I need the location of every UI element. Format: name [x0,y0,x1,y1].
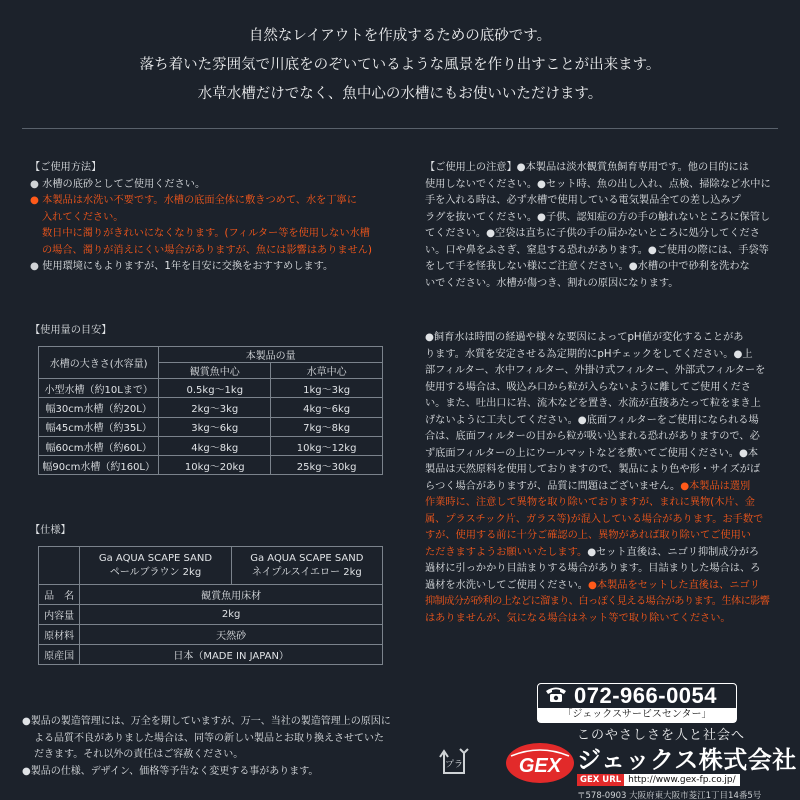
tank-cell: 小型水槽（約10Lまで） [39,379,159,398]
table-row [39,417,383,436]
caution-line: い。また、吐出口に岩、流木などを置き、水流が直接あたって粒をまき上 [425,398,761,409]
phone-row [538,684,736,708]
caution-line: らつく場合がありますが、品質に問題はございません。●本製品は選別 [425,480,751,492]
header-fish: 観賞魚中心 [159,363,271,379]
usage-method-heading: 【ご使用方法】 [30,162,102,173]
caution-section-2 [425,330,780,627]
spec-table [38,546,383,665]
url-tag: GEX URL [577,774,624,786]
spec-product-b [231,547,382,585]
spec-value: 日本（MADE IN JAPAN） [80,645,383,665]
company-url [577,774,740,786]
caution-line: 過材を水洗いしてご使用ください。●本製品をセットした直後は、ニゴリ [425,579,760,591]
footnote-line: だきます。それ以外の責任はご容赦ください。 [34,749,244,760]
spec-value: 2kg [80,605,383,625]
caution-warning-line: 作業時に、注意して異物を取り除いておりますが、まれに異物(木片、金 [425,497,755,508]
caution-line: 使用しないでください。●セット時、魚の出し入れ、点検、掃除など水中に [425,178,771,190]
caution-line: ります。水質を安定させる為定期的にpHチェックをしてください。●上 [425,348,753,360]
footnote-line: ●製品の製造管理には、万全を期していますが、万一、当社の製造管理上の原因に [22,716,391,727]
plant-cell: 1kg〜3kg [271,379,383,398]
caution-line: 過材に引っかかり目詰まりする場合があります。目詰まりした場合は、ろ [425,563,761,574]
spec-label: 原産国 [39,645,80,665]
caution-line: 合は、底面フィルターの目から粒が吸い込まれる恐れがありますので、必 [425,431,760,442]
product-a-name: Ga AQUA SCAPE SAND [98,552,213,564]
usage-amount-heading: 【使用量の目安】 [30,325,112,336]
tank-cell: 幅60cm水槽（約60L） [39,436,159,455]
fish-cell: 4kg〜8kg [159,436,271,455]
phone-icon [544,685,568,707]
table-row [39,605,383,625]
header-product-amount: 本製品の量 [159,347,383,363]
usage-item: ● 水槽の底砂としてご使用ください。 [30,178,206,190]
spec-value: 観賞魚用床材 [80,585,383,605]
table-row [39,585,383,605]
phone-number: 072-966-0054 [574,683,718,708]
caution-line: ●飼育水は時間の経過や様々な要因によってpH値が変化することがあ [425,332,744,343]
spec-product-a [80,547,231,585]
caution-warning-line: はありませんが、気になる場合はネット等で取り除いてください。 [425,612,731,624]
usage-item-important: ● 本製品は水洗い不要です。水槽の底面全体に敷きつめて、水を丁寧に [30,195,357,206]
caution-line: 使用する場合は、吸込み口から粒が入らないように離してご使用くださ [425,381,751,393]
spec-corner-cell [39,547,80,585]
fish-cell: 2kg〜3kg [159,398,271,417]
table-row [39,456,383,475]
footnote-line: ●製品の仕様、デザイン、価格等予告なく変更する事があります。 [22,765,319,777]
table-row [39,625,383,645]
intro-line: 落ち着いた雰囲気で川底をのぞいているような風景を作り出すことが出来ます。 [139,57,661,73]
usage-item-important-cont: 入れてください。 [42,211,124,223]
product-b-color: ネイプルスイエロー 2kg [251,566,362,578]
fish-cell: 10kg〜20kg [159,456,271,475]
gex-logo [505,742,575,784]
fish-cell: 0.5kg〜1kg [159,379,271,398]
recycle-pla-icon [436,743,472,779]
caution-line: をして手を怪我しない様にご注意ください。●水槽の中で砂利を洗わな [425,261,750,272]
tank-cell: 幅45cm水槽（約35L） [39,417,159,436]
product-b-name: Ga AQUA SCAPE SAND [250,552,364,564]
spec-heading: 【仕様】 [30,525,71,536]
intro-line: 水草水槽だけでなく、魚中心の水槽にもお使いいただけます。 [197,86,603,102]
intro-line: 自然なレイアウトを作成するための底砂です。 [248,28,552,44]
caution-line: いでください。水槽が傷つき、割れの原因になります。 [425,277,679,289]
caution-warning-line: 属、プラスチック片、ガラス等)が混入している場合があります。お手数で [425,513,764,525]
svg-text:GEX: GEX [518,755,562,777]
caution-line: げないように工夫してください。●底面フィルターをご使用になられる場 [425,414,759,426]
footnote-line: よる品質不良がありました場合は、同等の新しい製品とお取り換えさせていた [34,732,384,744]
service-center-label: 「ジェックスサービスセンター」 [538,708,736,722]
usage-item-important-cont: 数日中に濁りがきれいになくなります。(フィルター等を使用しない水槽 [42,228,370,239]
spec-label: 原材料 [39,625,80,645]
recycle-label: プラ [444,760,464,770]
spec-label: 内容量 [39,605,80,625]
plant-cell: 7kg〜8kg [271,417,383,436]
tank-cell: 幅30cm水槽（約20L） [39,398,159,417]
caution-line: 部フィルター、水中フィルター、外掛け式フィルター、外部式フィルターを [425,365,766,376]
caution-line: 【ご使用上の注意】●本製品は淡水観賞魚飼育専用です。他の目的には [425,162,749,173]
caution-line: てください。●空袋は直ちに子供の手の届かないところに処分してくださ [425,228,760,239]
plant-cell: 25kg〜30kg [271,456,383,475]
caution-warning-line: 抑制成分が砂利の上などに溜まり、白っぽく見える場合があります。生体に影響 [425,596,770,607]
company-name: ジェックス株式会社 [577,746,797,774]
caution-line: 手を入れる時は、必ず水槽で使用している電気製品全ての差し込みプ [425,195,741,206]
company-block [505,724,800,800]
spec-label: 品 名 [39,585,80,605]
caution-line: ただきますようお願いいたします。●セット直後は、ニゴリ抑制成分がろ [425,546,760,558]
table-row [39,379,383,398]
table-row [39,645,383,665]
contact-box [537,683,737,723]
table-row [39,436,383,455]
caution-line: い。口や鼻をふさぎ、窒息する恐れがあります。●ご使用の際には、手袋等 [425,244,769,256]
caution-line: ず底面フィルターの上にウールマットなどを敷いてご使用ください。●本 [425,447,759,459]
product-a-color: ペールブラウン 2kg [109,566,202,578]
table-row [39,398,383,417]
footnote [22,714,397,780]
plant-cell: 10kg〜12kg [271,436,383,455]
url-text: http://www.gex-fp.co.jp/ [624,774,740,786]
company-tagline: このやさしさを人と社会へ [577,728,746,743]
caution-warning-line: すが、使用する前に十分ご確認の上、異物があれば取り除いてご使用い [425,530,751,541]
usage-item-important-cont: の場合、濁りが消えにくい場合がありますが、魚には影響はありません) [42,244,372,256]
spec-value: 天然砂 [80,625,383,645]
header-plant: 水草中心 [271,363,383,379]
fish-cell: 3kg〜6kg [159,417,271,436]
caution-line: ラグを抜いてください。●子供、認知症の方の手の触れないところに保管し [425,211,771,223]
caution-section [425,160,780,292]
plant-cell: 4kg〜6kg [271,398,383,417]
usage-item: ● 使用環境にもよりますが、1年を目安に交換をおすすめします。 [30,261,334,272]
section-divider [22,128,778,129]
intro-text [0,22,800,109]
usage-amount-table [38,346,383,475]
caution-line: 製品は天然原料を使用しておりますので、製品により色や形・サイズがば [425,464,761,475]
usage-method-section [30,160,405,276]
caution-warning: ●本製品は選別 [680,480,751,492]
header-tank-size: 水槽の大きさ(水容量) [39,347,159,379]
tank-cell: 幅90cm水槽（約160L） [39,456,159,475]
company-address: 〒578-0903 大阪府東大阪市菱江1丁目14番5号 [577,791,762,800]
